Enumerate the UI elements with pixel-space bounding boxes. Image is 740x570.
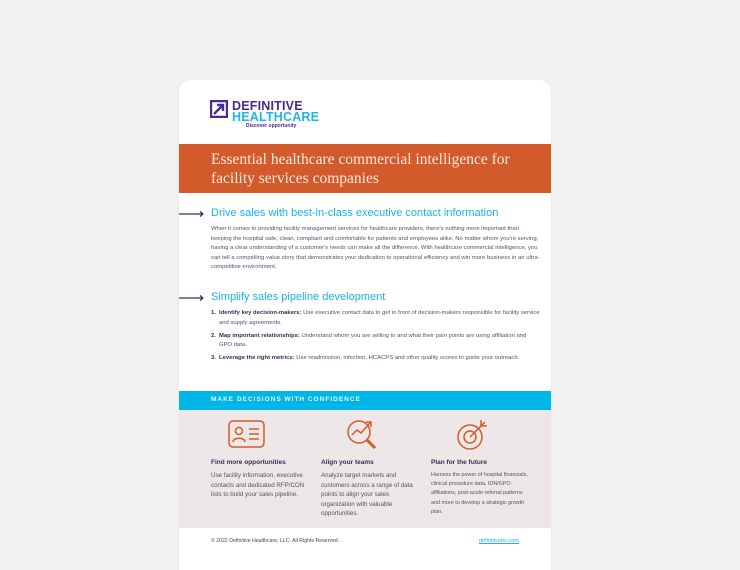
feature-text: Harness the power of hospital financials, clinical procedure data, IDN/GPO affiliations, post-acute referral patterns and more to develop a strategic growth plan. bbox=[431, 472, 528, 515]
item-text: Use readmission, infection, HCACPS and other quality scores to guide your outreach. bbox=[294, 355, 520, 362]
feature-title: Plan for the future bbox=[431, 459, 487, 466]
document-page bbox=[179, 80, 551, 570]
magnify-growth-icon bbox=[345, 417, 381, 453]
feature-title: Align your teams bbox=[321, 459, 374, 466]
item-number: 1. bbox=[211, 310, 216, 316]
list-item bbox=[211, 354, 541, 364]
item-label: Leverage the right metrics: bbox=[219, 355, 295, 362]
document-title: Essential healthcare commercial intelligence for facility services companies bbox=[211, 151, 510, 187]
logo-tagline: Discover opportunity bbox=[246, 123, 297, 129]
item-label: Map important relationships: bbox=[219, 332, 300, 339]
section1-body: When it comes to providing facility management services for healthcare providers, there's nothing more important than keeping the hospital safe, clean, compliant and comfortable for patients and employees alike. No matter whom you're serving, having a clear understanding of a customer's needs can make all the difference. With healthcare commercial intelligence, you can tell a compelling value story that demonstrates your dedication to operational efficiency and win more business in an ultra-competitive environment. bbox=[211, 226, 540, 271]
logo-arrow-icon bbox=[210, 100, 228, 118]
features-panel bbox=[179, 410, 551, 528]
feature-text: Use facility information, executive contacts and dedicated RFP/CON lists to build your sales pipeline. bbox=[211, 472, 305, 499]
target-icon bbox=[455, 417, 491, 453]
list-item bbox=[211, 332, 541, 351]
section2-heading: Simplify sales pipeline development bbox=[211, 291, 386, 303]
logo-line1: DEFINITIVE bbox=[232, 99, 303, 113]
list-item bbox=[211, 309, 541, 328]
arrow-right-icon bbox=[179, 295, 205, 301]
item-label: Identify key decision-makers: bbox=[219, 310, 302, 316]
title-band bbox=[179, 144, 551, 193]
confidence-banner bbox=[179, 391, 551, 410]
feature-text: Analyze target markets and customers across a range of data points to align your sales organization with valuable opportunities. bbox=[321, 472, 413, 518]
item-number: 2. bbox=[211, 332, 216, 339]
item-number: 3. bbox=[211, 355, 216, 362]
arrow-right-icon bbox=[179, 211, 205, 217]
id-card-icon bbox=[228, 420, 265, 448]
pipeline-list bbox=[211, 309, 541, 367]
feature-title: Find more opportunities bbox=[211, 459, 286, 466]
section1-heading: Drive sales with best-in-class executive contact information bbox=[211, 207, 499, 219]
copyright: © 2022 Definitive Healthcare, LLC. All Rights Reserved. bbox=[211, 538, 340, 544]
logo-line2: HEALTHCARE bbox=[232, 110, 320, 124]
website-link[interactable]: definitivehc.com bbox=[478, 538, 519, 544]
banner-text: MAKE DECISIONS WITH CONFIDENCE bbox=[211, 396, 361, 403]
item-text: Understand whom you are selling to and what their pain points are using affiliation and GPO data. bbox=[219, 332, 527, 349]
item-text: Use executive contact data to get in front of decision-makers responsible for facility service and supply agreements. bbox=[219, 310, 540, 326]
